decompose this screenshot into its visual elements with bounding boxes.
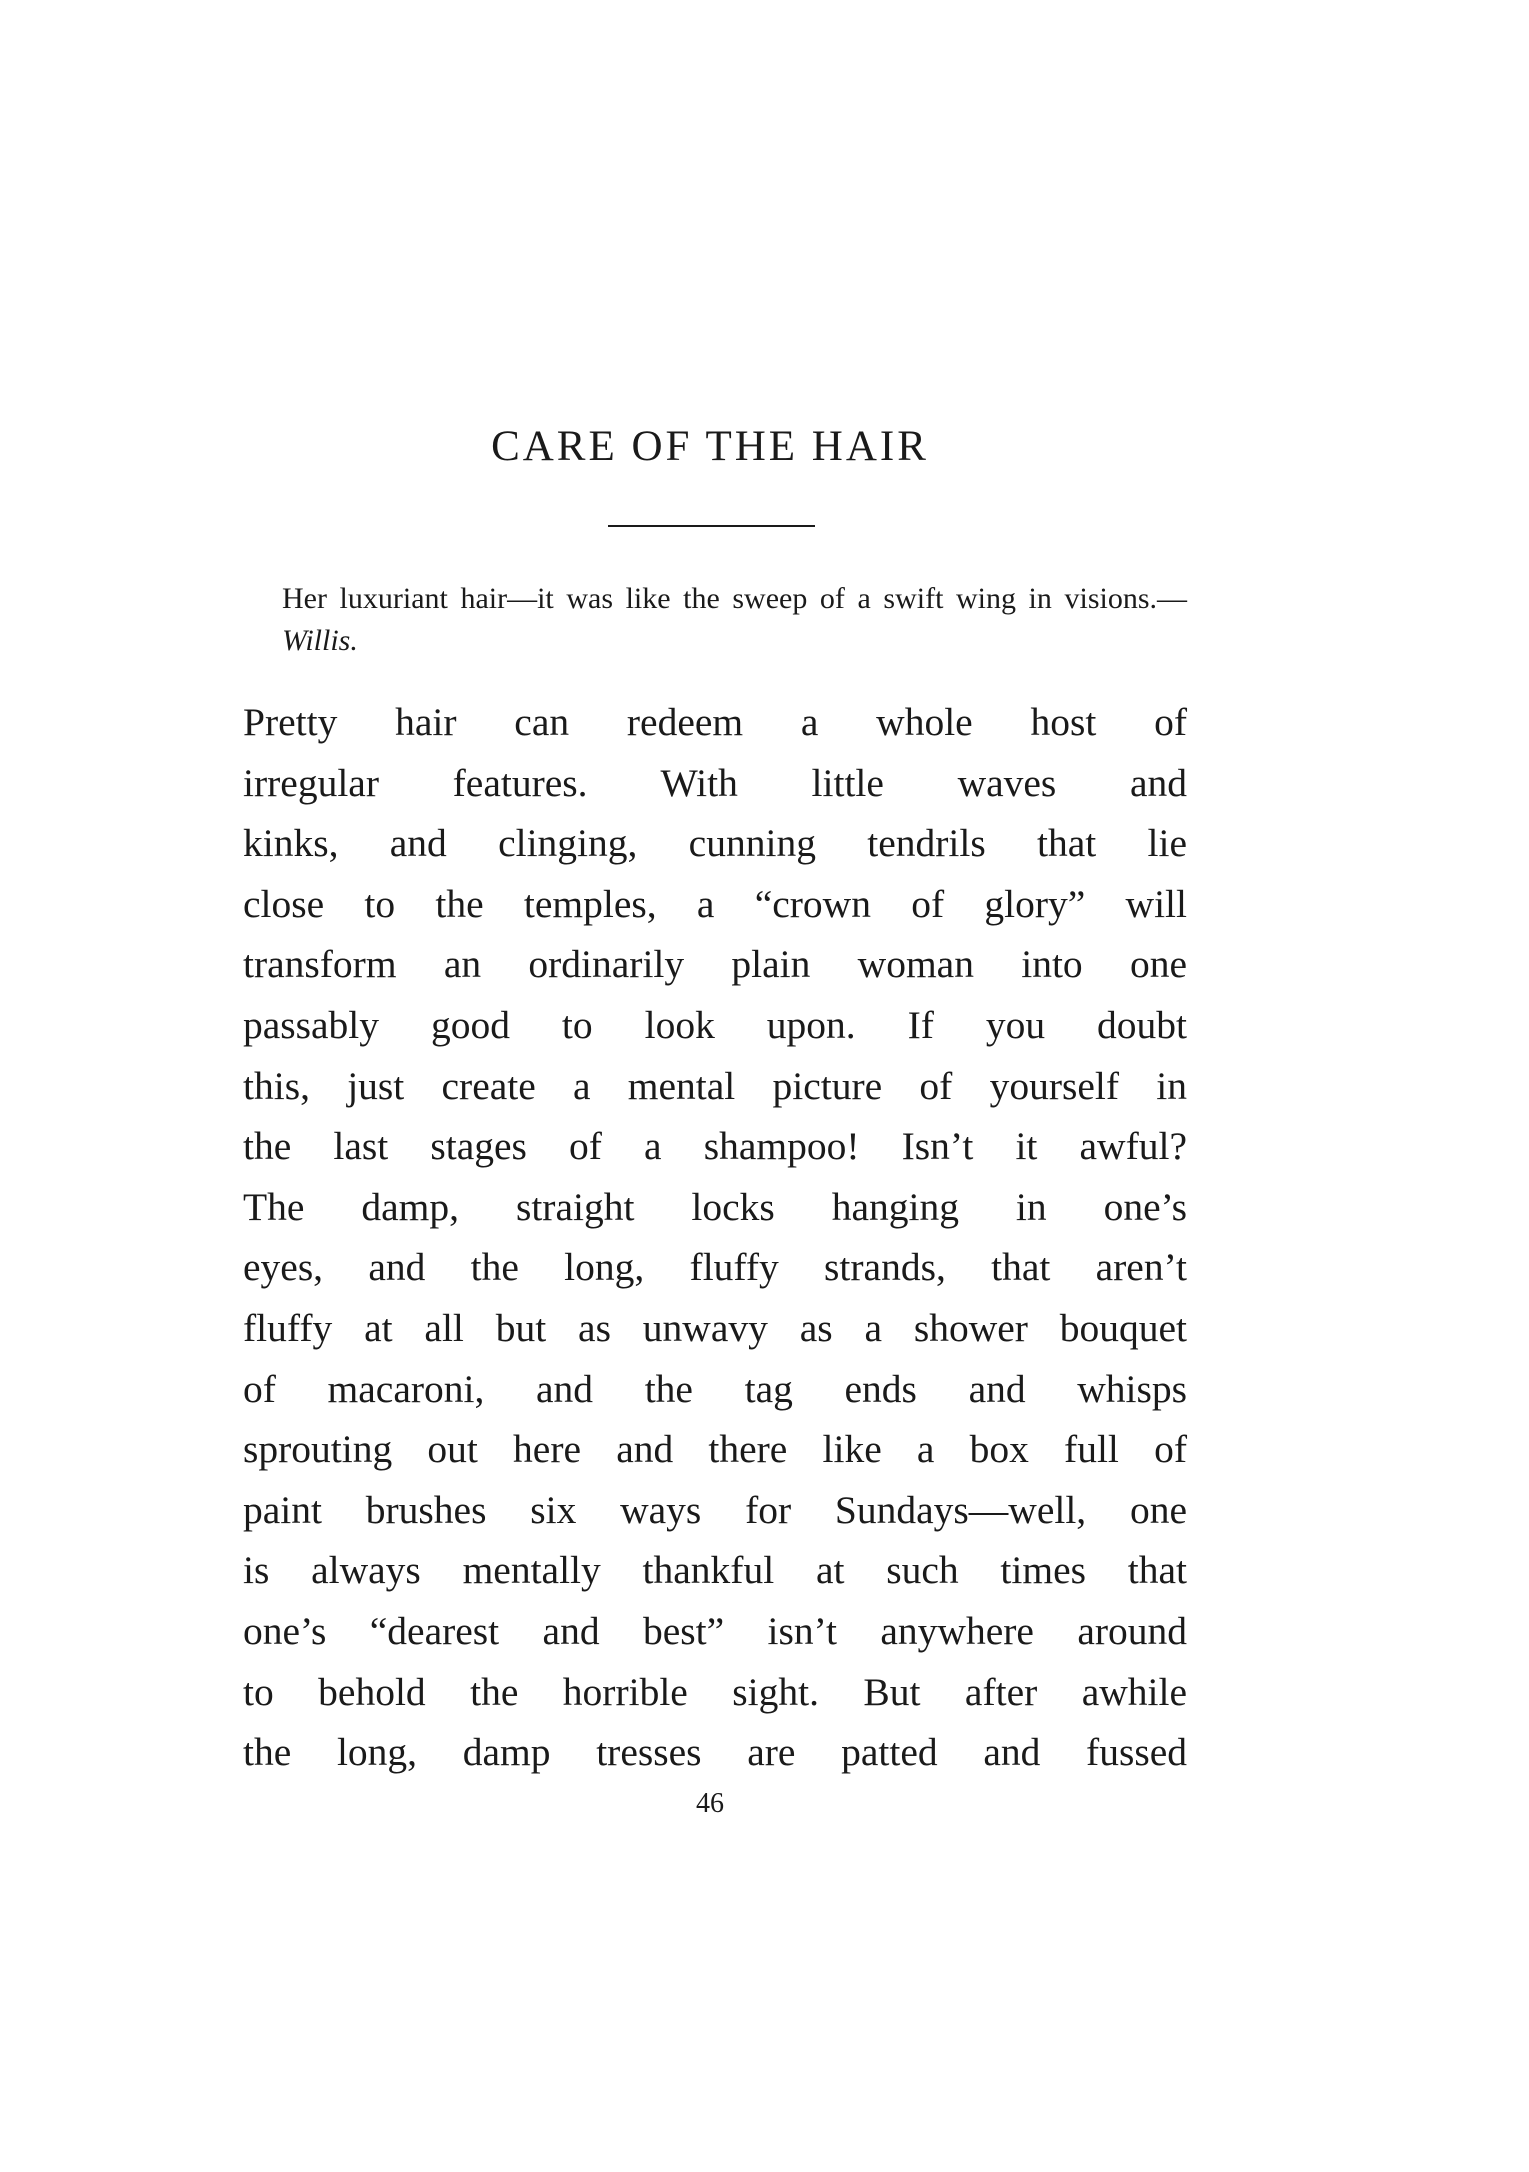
body-line: the last stages of a shampoo! Isn’t it awful? (243, 1124, 1187, 1169)
body-line: this, just create a mental picture of yourself in (243, 1063, 1187, 1108)
body-line: sprouting out here and there like a box full of (243, 1427, 1187, 1472)
epigraph-attribution: Willis. (282, 624, 358, 657)
epigraph-text: Her luxuriant hair—it was like the sweep of a swift wing in visions.— (282, 582, 1187, 615)
body-text (243, 692, 1187, 1783)
body-line: kinks, and clinging, cunning tendrils that lie (243, 821, 1187, 866)
chapter-title: CARE OF THE HAIR (491, 423, 929, 470)
body-line: to behold the horrible sight. But after awhile (243, 1669, 1187, 1714)
body-line: is always mentally thankful at such times that (243, 1548, 1187, 1593)
title-rule (608, 525, 815, 527)
body-line: eyes, and the long, fluffy strands, that aren’t (243, 1245, 1187, 1290)
page-number: 46 (696, 1788, 724, 1819)
body-line: transform an ordinarily plain woman into one (243, 942, 1187, 987)
body-line: paint brushes six ways for Sundays—well, one (243, 1487, 1187, 1532)
body-line: one’s “dearest and best” isn’t anywhere around (243, 1608, 1187, 1653)
body-line: Pretty hair can redeem a whole host of (243, 700, 1187, 744)
body-line: of macaroni, and the tag ends and whisps (243, 1366, 1187, 1411)
body-line: close to the temples, a “crown of glory” will (243, 881, 1187, 926)
body-line: irregular features. With little waves and (243, 760, 1187, 805)
body-line: passably good to look upon. If you doubt (243, 1002, 1187, 1047)
body-line: the long, damp tresses are patted and fussed (243, 1730, 1187, 1775)
body-line: fluffy at all but as unwavy as a shower bouquet (243, 1305, 1187, 1350)
body-line: The damp, straight locks hanging in one’s (243, 1184, 1187, 1229)
epigraph (282, 578, 1187, 662)
